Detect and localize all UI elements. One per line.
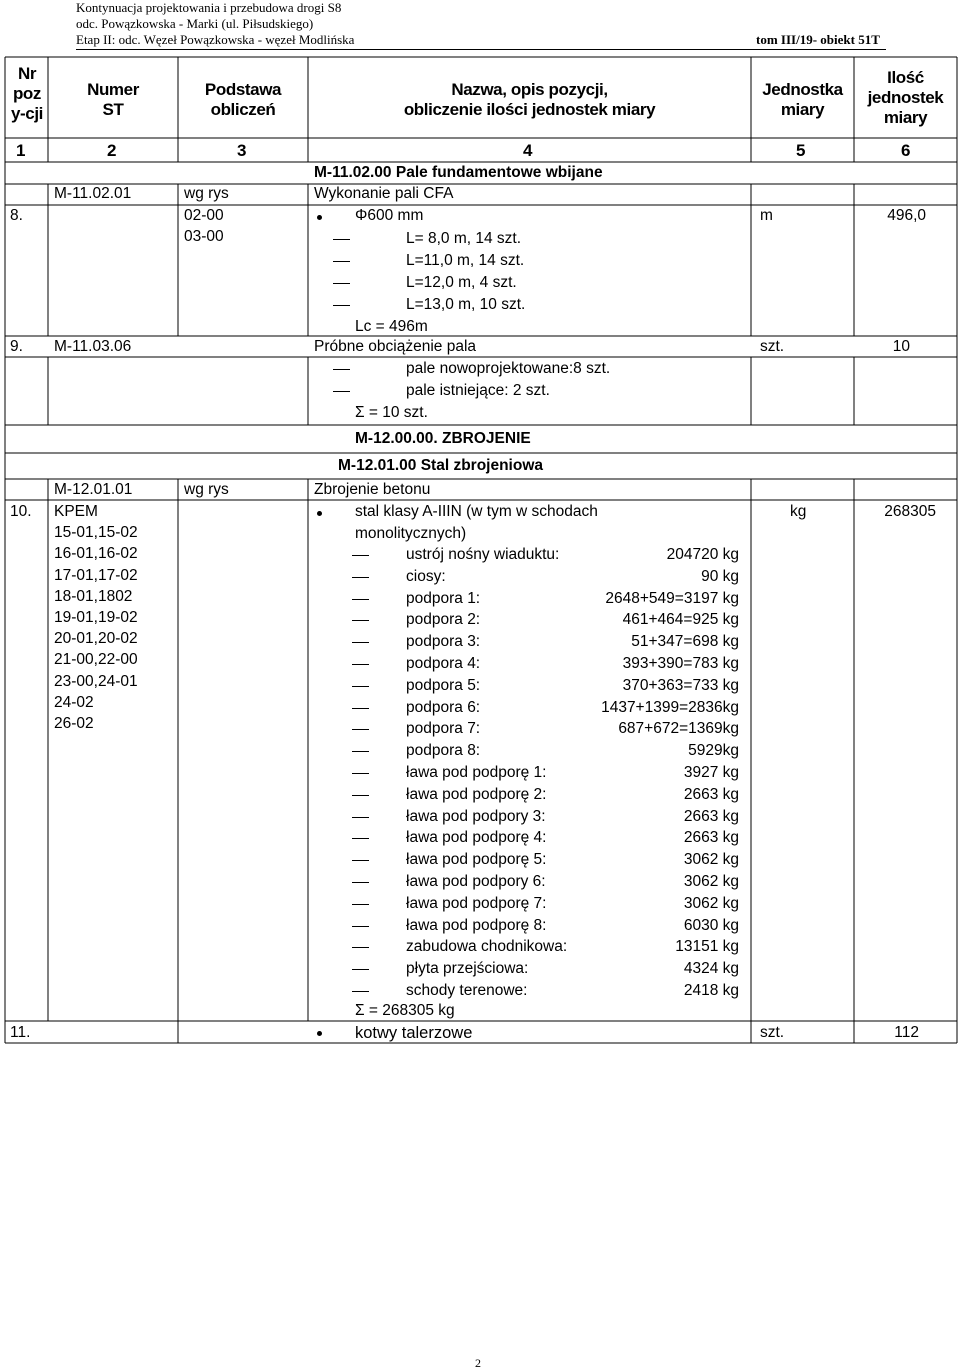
rebar-item-label: ława pod podporę 7: (406, 894, 547, 912)
rebar-item-label: podpora 5: (406, 676, 481, 694)
col-header-basis: Podstawa obliczeń (204, 80, 282, 119)
dash-icon (352, 708, 369, 709)
rebar-item-label: ława pod podpory 3: (406, 807, 546, 825)
rebar-title: Zbrojenie betonu (314, 481, 431, 498)
test-line-1: pale nowoprojektowane:8 szt. (406, 360, 611, 377)
dash-icon (352, 838, 369, 839)
rebar-item-value: 2663 kg (683, 785, 739, 803)
rebar-item-value: 13151 kg (675, 938, 739, 956)
rebar-item-value: 5929kg (688, 742, 739, 760)
test-total: Σ = 10 szt. (355, 404, 428, 421)
rebar-ref: 26-02 (54, 715, 94, 732)
section-rebar-steel: M-12.01.00 Stal zbrojeniowa (338, 457, 544, 474)
dash-icon (352, 904, 369, 905)
header-line-2: odc. Powązkowska - Marki (ul. Piłsudskiego) (76, 16, 314, 31)
dash-icon (352, 882, 369, 883)
col-header-nr: Nr poz y-cji (10, 64, 44, 123)
dash-icon (352, 686, 369, 687)
rebar-item-value: 3062 kg (683, 873, 739, 890)
rebar-item-label: podpora 4: (406, 655, 481, 672)
col-number-2: 2 (107, 141, 117, 160)
bullet-icon (317, 1031, 322, 1036)
rebar-unit: kg (790, 503, 807, 520)
rebar-item-label: podpora 3: (406, 633, 481, 651)
rebar-item-label: podpora 2: (406, 611, 481, 629)
rebar-item-label: ława pod podporę 2: (406, 785, 547, 803)
dash-icon (333, 305, 350, 306)
rebar-item-value: 2663 kg (683, 829, 739, 847)
rebar-ref: 18-01,1802 (54, 587, 133, 605)
piles-diameter: Φ600 mm (355, 207, 424, 224)
piles-title: Wykonanie pali CFA (314, 185, 454, 202)
col-header-description: Nazwa, opis pozycji, obliczenie ilości jednostek miary (403, 80, 656, 119)
rebar-ref: 20-01,20-02 (54, 630, 138, 648)
rebar-item-value: 461+464=925 kg (622, 611, 739, 629)
rebar-item-value: 1437+1399=2836kg (601, 698, 739, 716)
col-header-unit: Jednostka miary (762, 80, 843, 119)
rebar-item-label: podpora 7: (406, 720, 481, 738)
header-volume: tom III/19- obiekt 51T (756, 32, 880, 47)
rebar-item-value: 2663 kg (683, 807, 739, 825)
rebar-item-value: 4324 kg (683, 960, 739, 978)
rebar-steel-class: stal klasy A-IIIN (w tym w schodach (355, 503, 598, 520)
rebar-item-label: ława pod podporę 4: (406, 829, 547, 847)
col-number-6: 6 (901, 141, 911, 160)
page-number: 2 (475, 1356, 481, 1370)
rebar-item-value: 687+672=1369kg (618, 720, 739, 738)
anchors-title: kotwy talerzowe (355, 1024, 473, 1042)
piles-ref-1: 02-00 (184, 207, 224, 224)
col-number-1: 1 (16, 141, 26, 160)
piles-line-1: L= 8,0 m, 14 szt. (406, 230, 522, 247)
rebar-ref: 24-02 (54, 693, 94, 711)
dash-icon (352, 577, 369, 578)
test-line-2: pale istniejące: 2 szt. (406, 382, 550, 399)
rebar-item-value: 3062 kg (683, 851, 739, 869)
col-number-5: 5 (796, 141, 806, 160)
piles-line-4: L=13,0 m, 10 szt. (406, 296, 526, 313)
section-reinforcement: M-12.00.00. ZBROJENIE (355, 430, 531, 447)
piles-ref-2: 03-00 (184, 228, 224, 245)
col-header-st: Numer ST (87, 80, 139, 119)
anchors-unit: szt. (760, 1024, 785, 1041)
rebar-item-value: 2648+549=3197 kg (605, 589, 739, 607)
rebar-item-value: 370+363=733 kg (622, 676, 739, 694)
piles-nr: 8. (10, 207, 23, 224)
rebar-item-label: ława pod podporę 8: (406, 916, 547, 934)
test-unit: szt. (760, 338, 785, 355)
dash-icon (352, 860, 369, 861)
dash-icon (352, 555, 369, 556)
rebar-item-value: 3062 kg (683, 894, 739, 912)
dash-icon (352, 795, 369, 796)
rebar-item-value: 2418 kg (683, 982, 739, 999)
rebar-qty: 268305 (884, 503, 936, 520)
rebar-item-label: zabudowa chodnikowa: (406, 938, 568, 956)
rebar-st-code: M-12.01.01 (54, 481, 133, 498)
rebar-item-value: 393+390=783 kg (622, 655, 739, 672)
rebar-item-label: ława pod podpory 6: (406, 873, 546, 890)
dash-icon (333, 391, 350, 392)
dash-icon (352, 642, 369, 643)
dash-icon (352, 773, 369, 774)
rebar-item-label: schody terenowe: (406, 982, 528, 999)
rebar-item-label: ława pod podporę 1: (406, 764, 547, 781)
piles-basis: wg rys (184, 185, 229, 202)
rebar-ref: 23-00,24-01 (54, 672, 138, 690)
piles-st-code: M-11.02.01 (54, 185, 132, 202)
rebar-item-label: ustrój nośny wiaduktu: (406, 546, 560, 563)
rebar-total: Σ = 268305 kg (355, 1002, 455, 1019)
dash-icon (352, 729, 369, 730)
rebar-item-label: płyta przejściowa: (406, 960, 529, 978)
header-line-1: Kontynuacja projektowania i przebudowa drogi S8 (76, 0, 342, 15)
col-number-4: 4 (523, 141, 533, 160)
dash-icon (352, 991, 369, 992)
piles-unit: m (760, 207, 773, 224)
rebar-ref: 17-01,17-02 (54, 566, 138, 584)
rebar-item-value: 90 kg (701, 567, 739, 585)
header-line-3: Etap II: odc. Węzeł Powązkowska - węzeł Modlińska (76, 32, 355, 47)
dash-icon (352, 751, 369, 752)
dash-icon (352, 817, 369, 818)
col-number-3: 3 (237, 141, 247, 160)
rebar-ref: 16-01,16-02 (54, 545, 138, 563)
piles-line-3: L=12,0 m, 4 szt. (406, 274, 517, 291)
anchors-qty: 112 (894, 1024, 919, 1041)
dash-icon (352, 664, 369, 665)
piles-line-2: L=11,0 m, 14 szt. (406, 252, 525, 269)
test-title: Próbne obciążenie pala (314, 338, 477, 355)
rebar-ref: 21-00,22-00 (54, 651, 138, 669)
header-rule (76, 49, 886, 50)
rebar-ref: 15-01,15-02 (54, 524, 138, 542)
test-nr: 9. (10, 338, 23, 355)
col-header-qty: Ilość jednostek miary (867, 68, 944, 127)
test-qty: 10 (892, 338, 910, 355)
dash-icon (333, 239, 350, 240)
rebar-ref: 19-01,19-02 (54, 609, 138, 626)
piles-total: Lc = 496m (355, 318, 428, 335)
dash-icon (352, 620, 369, 621)
dash-icon (352, 926, 369, 927)
dash-icon (333, 369, 350, 370)
anchors-nr: 11. (10, 1024, 31, 1041)
piles-qty: 496,0 (887, 207, 926, 224)
rebar-item-label: ciosy: (406, 567, 446, 585)
bullet-icon (317, 511, 322, 516)
section-piles: M-11.02.00 Pale fundamentowe wbijane (314, 164, 603, 181)
rebar-item-label: podpora 1: (406, 589, 481, 607)
rebar-item-value: 3927 kg (683, 764, 739, 781)
dash-icon (333, 261, 350, 262)
test-st-code: M-11.03.06 (54, 338, 132, 355)
rebar-steel-class-cont: monolitycznych) (355, 525, 467, 542)
rebar-item-label: ława pod podporę 5: (406, 851, 547, 869)
dash-icon (352, 599, 369, 600)
rebar-item-value: 6030 kg (683, 916, 739, 934)
rebar-ref: KPEM (54, 503, 98, 520)
dash-icon (352, 969, 369, 970)
rebar-item-value: 204720 kg (666, 546, 739, 563)
dash-icon (333, 283, 350, 284)
rebar-item-label: podpora 8: (406, 742, 481, 760)
rebar-basis: wg rys (184, 481, 229, 498)
rebar-item-label: podpora 6: (406, 698, 481, 716)
bullet-icon (317, 215, 322, 220)
rebar-nr: 10. (10, 503, 32, 520)
rebar-item-value: 51+347=698 kg (631, 633, 739, 651)
dash-icon (352, 947, 369, 948)
